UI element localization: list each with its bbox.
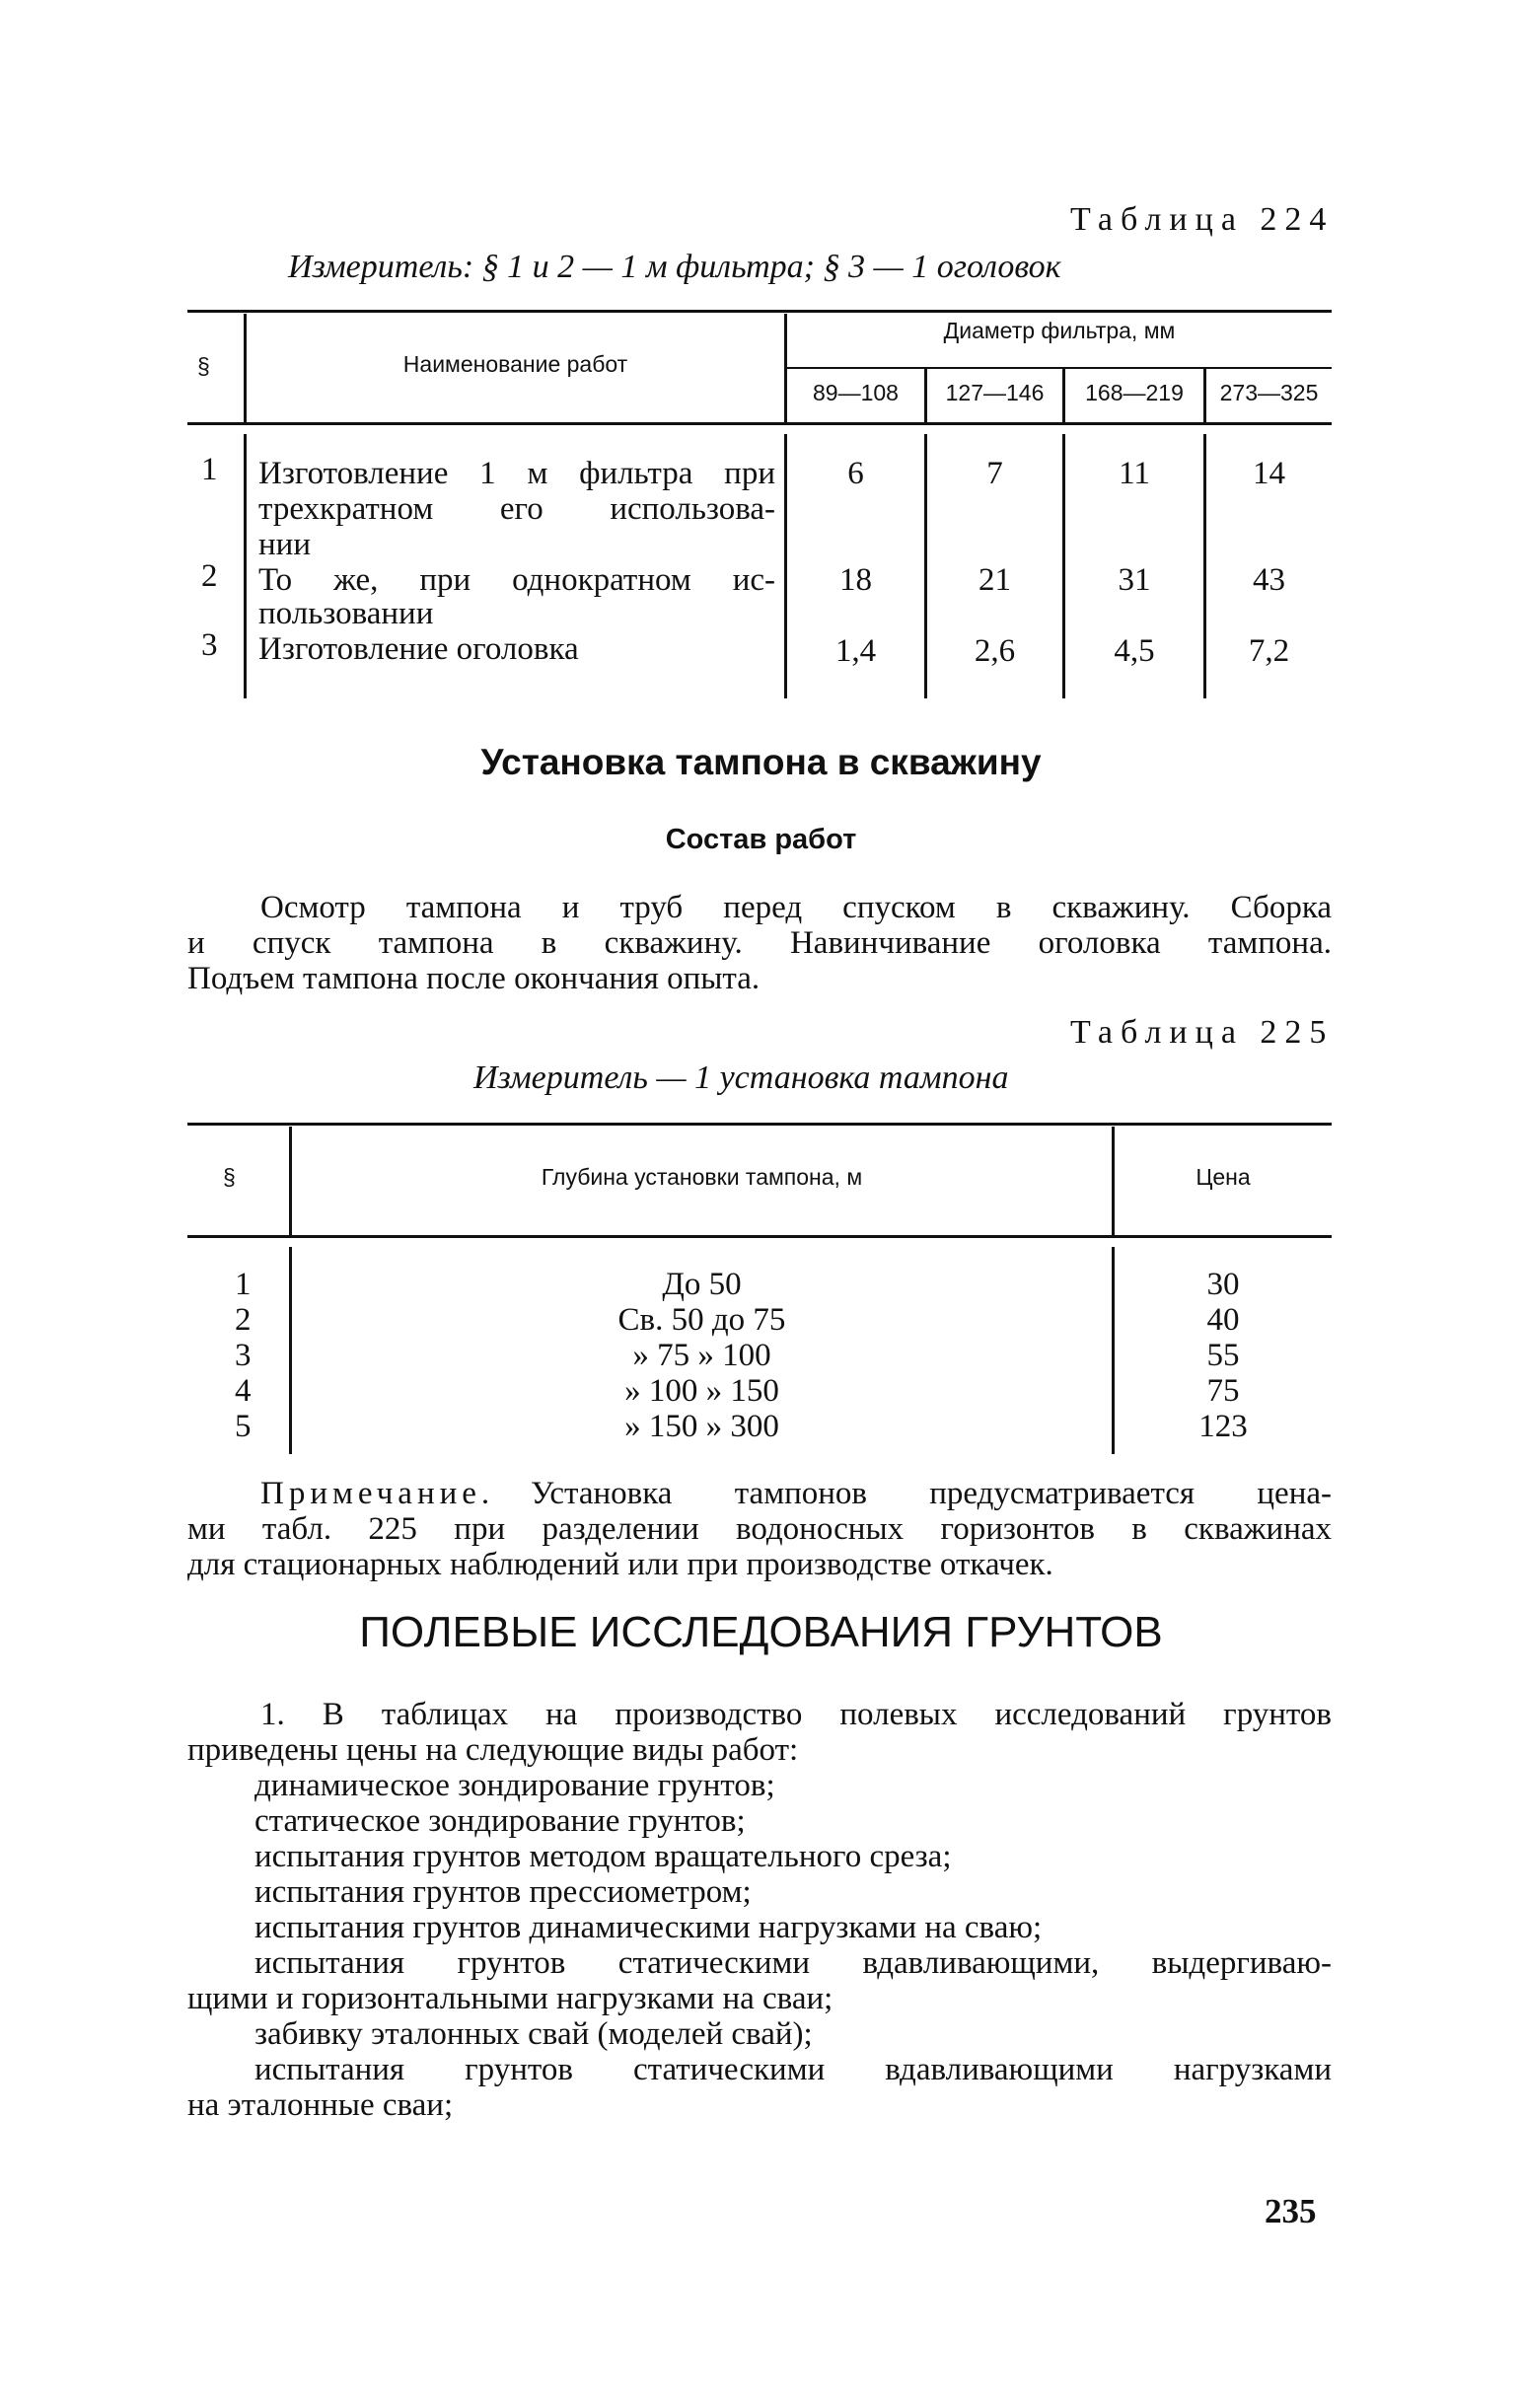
table-225-price: 123 xyxy=(1198,1409,1248,1444)
list-item: испытания грунтов статическими вдавливающими нагрузками xyxy=(254,2052,1332,2087)
paragraph-line: Подъем тампона после окончания опыта. xyxy=(187,961,761,996)
table-224-row-number: 2 xyxy=(201,558,218,594)
table-225-section-header: § xyxy=(223,1164,236,1190)
table-224-diameter-col: 89—108 xyxy=(813,380,899,405)
section-subtitle-work-content: Состав работ xyxy=(665,824,857,855)
intro-line: приведены цены на следующие виды работ: xyxy=(187,1732,799,1768)
list-item: на эталонные сваи; xyxy=(187,2087,454,2123)
table-224-diameter-header: Диаметр фильтра, мм xyxy=(943,318,1176,343)
table-225-row-number: 1 xyxy=(235,1267,252,1302)
table-225-price-header: Цена xyxy=(1196,1164,1251,1190)
table-225-header-rule xyxy=(187,1235,1332,1238)
table-224-diameter-col: 168—219 xyxy=(1085,380,1184,405)
table-224-value: 2,6 xyxy=(974,633,1016,669)
table-225-row-number: 5 xyxy=(235,1409,252,1444)
table-224-top-rule xyxy=(187,310,1332,313)
table-225-caption: Таблица 225 xyxy=(1070,1014,1335,1051)
list-item: испытания грунтов динамическими нагрузками на сваю; xyxy=(254,1910,1043,1945)
list-item: испытания грунтов методом вращательного среза; xyxy=(254,1839,952,1874)
page-number: 235 xyxy=(1265,2192,1317,2230)
table-225-price: 30 xyxy=(1206,1267,1240,1302)
table-224-value: 43 xyxy=(1253,562,1285,598)
table-224-row-number: 3 xyxy=(201,627,218,663)
table-224-row-name: трехкратном его использова- xyxy=(258,491,775,527)
table-225-top-rule xyxy=(187,1123,1332,1126)
table-224-group-rule xyxy=(784,367,1332,369)
table-224-row-name: Изготовление оголовка xyxy=(258,631,579,667)
section-title-tampon: Установка тампона в скважину xyxy=(480,742,1042,782)
table-225-depth: Св. 50 до 75 xyxy=(617,1302,786,1338)
table-225-price: 55 xyxy=(1206,1338,1240,1373)
table-224-diameter-col: 273—325 xyxy=(1219,380,1319,405)
table-224-value: 14 xyxy=(1253,456,1285,491)
table-224-value: 21 xyxy=(978,562,1011,598)
table-224-divider xyxy=(244,434,247,698)
table-225-depth: » 75 » 100 xyxy=(632,1338,771,1373)
table-224-header-rule xyxy=(187,422,1332,425)
list-item: динамическое зондирование грунтов; xyxy=(254,1768,775,1803)
table-224-value: 11 xyxy=(1119,456,1150,491)
table-224-value: 6 xyxy=(847,456,864,491)
table-225-depth-header: Глубина установки тампона, м xyxy=(541,1164,863,1190)
table-225-price: 40 xyxy=(1206,1302,1240,1338)
table-224-row-name: Изготовление 1 м фильтра при xyxy=(258,456,775,491)
table-225-row-number: 2 xyxy=(235,1302,252,1338)
list-item: забивку эталонных свай (моделей свай); xyxy=(254,2016,813,2052)
note-line: ми табл. 225 при разделении водоносных горизонтов в скважинах xyxy=(187,1511,1332,1547)
table-225-depth: До 50 xyxy=(662,1267,742,1302)
table-224-value: 18 xyxy=(839,562,872,598)
table-224-measure: Измеритель: § 1 и 2 — 1 м фильтра; § 3 — 1 оголовок xyxy=(288,249,1061,285)
intro-line: 1. В таблицах на производство полевых исследований грунтов xyxy=(260,1697,1332,1732)
table-224-value: 31 xyxy=(1118,562,1151,598)
section-title-field-research: ПОЛЕВЫЕ ИССЛЕДОВАНИЯ ГРУНТОВ xyxy=(359,1608,1163,1656)
list-item: статическое зондирование грунтов; xyxy=(254,1803,746,1839)
table-224-section-header: § xyxy=(197,353,210,379)
table-224-name-header: Наименование работ xyxy=(402,351,628,377)
paragraph-line: Осмотр тампона и труб перед спуском в скважину. Сборка xyxy=(260,890,1332,925)
table-224-caption: Таблица 224 xyxy=(1070,201,1335,238)
table-224-diameter-col: 127—146 xyxy=(945,380,1045,405)
list-item: щими и горизонтальными нагрузками на сваи; xyxy=(187,1981,833,2016)
note-line: для стационарных наблюдений или при производстве откачек. xyxy=(187,1547,1053,1582)
table-224-value: 7 xyxy=(986,456,1003,491)
table-225-depth: » 150 » 300 xyxy=(624,1409,779,1444)
table-225-measure: Измеритель — 1 установка тампона xyxy=(473,1059,1009,1096)
table-224-row-name: нии xyxy=(258,527,311,562)
table-225-row-number: 4 xyxy=(235,1373,252,1409)
note-line: Установка тампонов предусматривается цена- xyxy=(531,1476,1332,1511)
table-225-price: 75 xyxy=(1206,1373,1240,1409)
note-label: Примечание. xyxy=(260,1476,495,1511)
table-224-value: 1,4 xyxy=(834,633,877,669)
table-224-row-number: 1 xyxy=(201,452,218,487)
table-224-row-name: пользовании xyxy=(258,596,434,631)
table-225-row-number: 3 xyxy=(235,1338,252,1373)
paragraph-line: и спуск тампона в скважину. Навинчивание оголовка тампона. xyxy=(187,925,1332,961)
table-225-depth: » 100 » 150 xyxy=(624,1373,779,1409)
table-224-value: 4,5 xyxy=(1114,633,1155,669)
table-224-row-name: То же, при однократном ис- xyxy=(258,562,775,598)
list-item: испытания грунтов прессиометром; xyxy=(254,1874,752,1910)
table-224-value: 7,2 xyxy=(1248,633,1290,669)
list-item: испытания грунтов статическими вдавливающими, выдергиваю- xyxy=(254,1945,1332,1981)
